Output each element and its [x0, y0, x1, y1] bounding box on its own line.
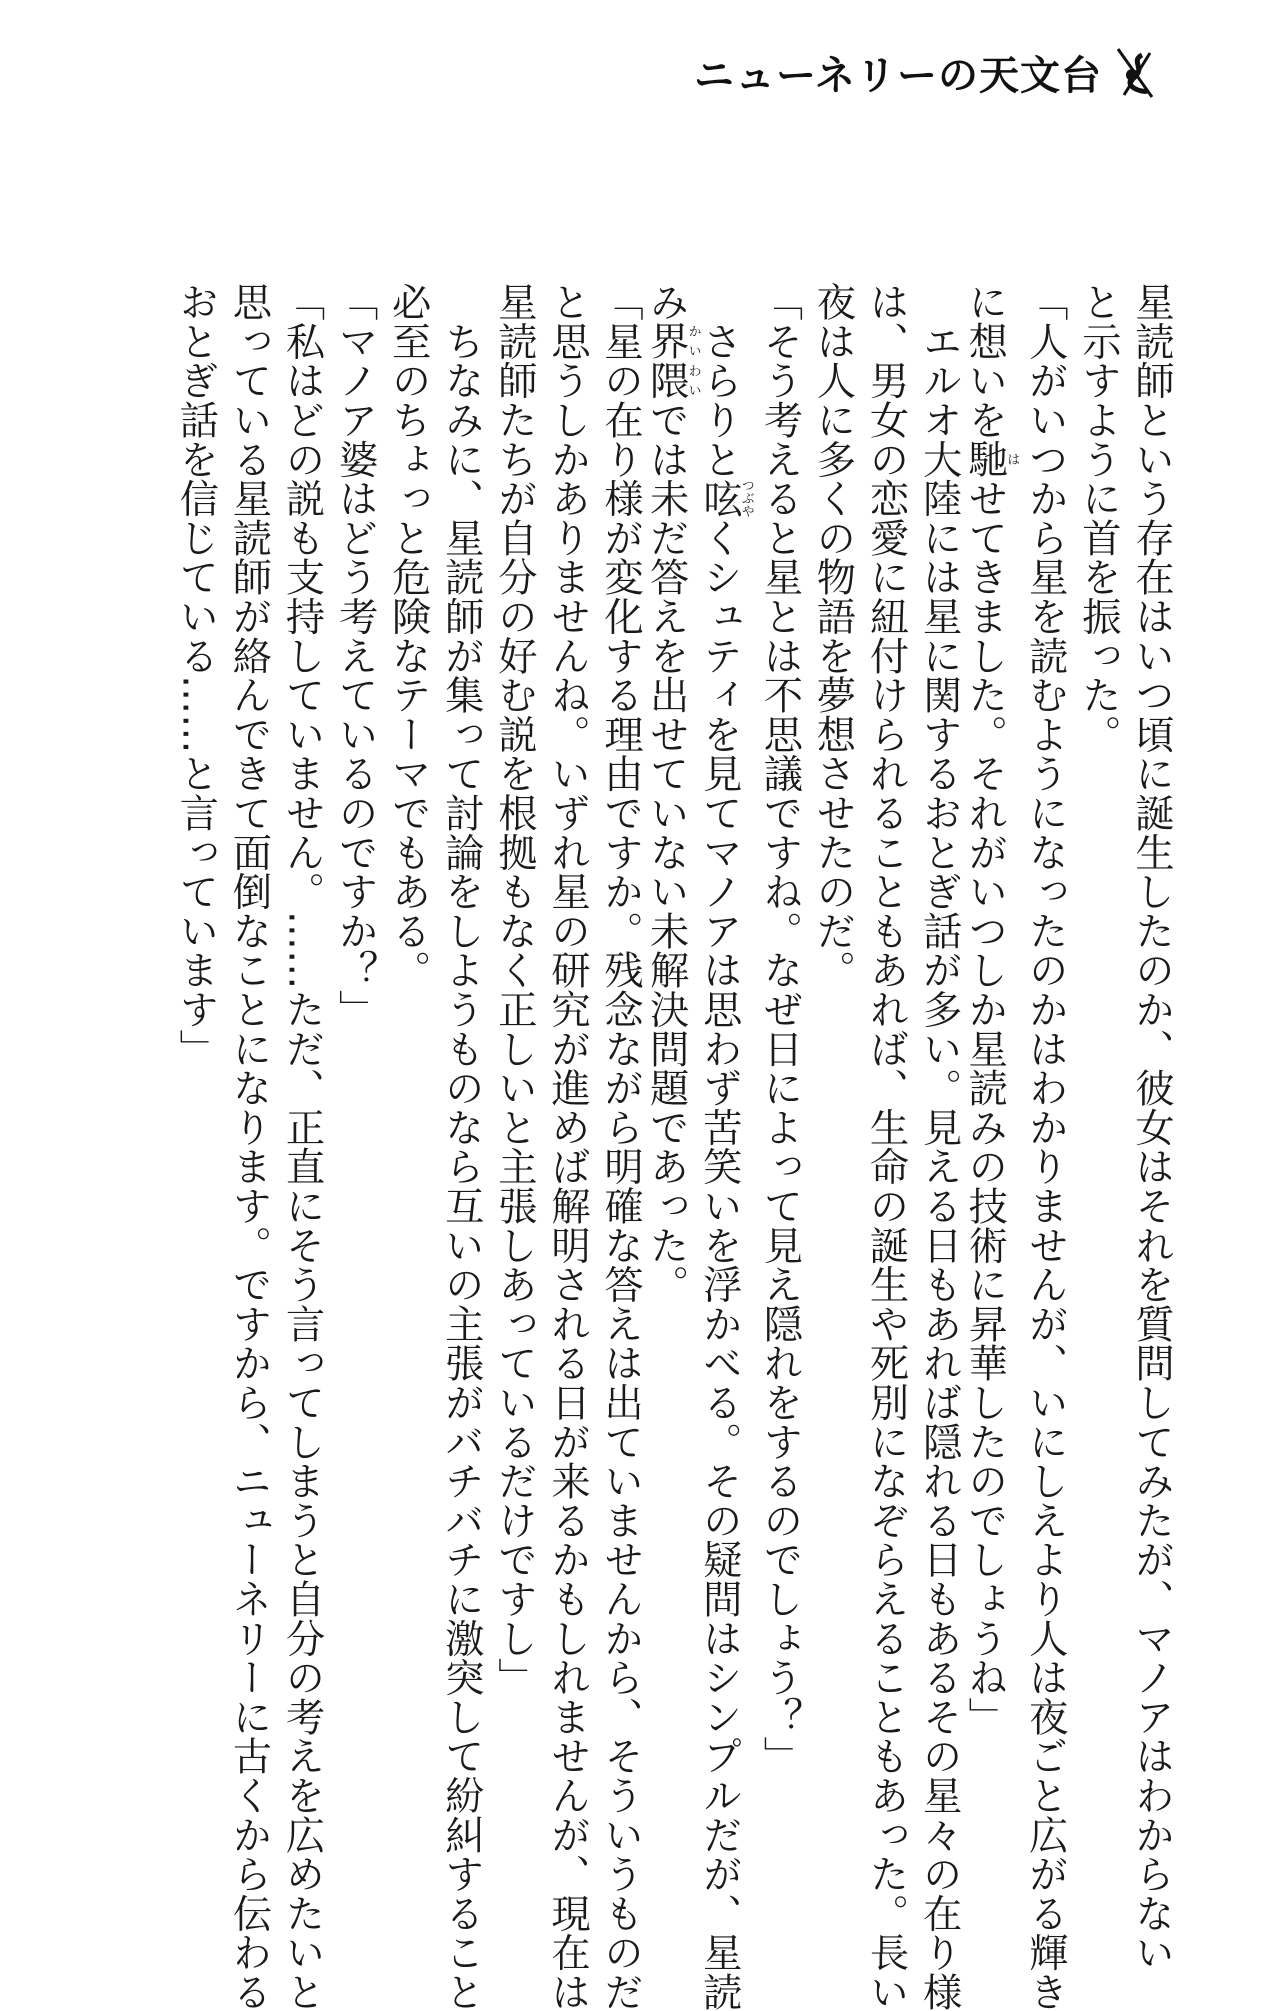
text-line [1019, 282, 1072, 2011]
ruby-word: 界隈かいわい [643, 321, 701, 400]
vertical-body-text [169, 282, 1178, 2011]
ruby-word: 馳は [962, 439, 1020, 479]
text-segment: と示すように首を振った。 [1075, 282, 1121, 754]
text-line [1125, 282, 1178, 1972]
text-line [1072, 282, 1125, 1872]
text-segment: 思っている星読師が絡んできて面倒なことになります。ですから、ニューネリーに古くから伝わる [226, 282, 272, 2011]
text-line [541, 282, 594, 2011]
text-segment: と思うしかありませんね。いずれ星の研究が進めば解明される日が来るかもしれませんが、現在は [544, 282, 590, 2011]
text-segment: では未だ答えを出せていない未解決問題であった。 [643, 399, 689, 1304]
text-segment: 星読師たちが自分の好む説を根拠もなく正しいと主張しあっているだけですし」 [491, 282, 537, 1697]
text-line [382, 282, 435, 1872]
text-segment: 「星の在り様が変化する理由ですか。残念ながら明確な答えは出ていませんから、そういうものだ [598, 282, 644, 2011]
text-segment: 夜は人に多くの物語を夢想させたのだ。 [810, 282, 856, 990]
furigana: つぶや [738, 478, 754, 518]
text-line [962, 282, 1020, 1872]
furigana: かいわい [685, 321, 701, 400]
book-title: ニューネリーの天文台 [694, 52, 1102, 99]
text-line [435, 282, 488, 2011]
text-line [169, 282, 222, 1872]
text-segment: 必至のちょっと危険なテーマでもある。 [385, 282, 431, 990]
text-line [329, 282, 382, 1872]
text-segment: さらりと [696, 282, 742, 479]
text-segment: は、男女の恋愛に紐付けられることもあれば、生命の誕生や死別になぞらえることもあった。長い [863, 282, 909, 2011]
text-segment: エルオ大陸には星に関するおとぎ話が多い。見える日もあれば隠れる日もあるその星々の在り様 [916, 282, 962, 2011]
star-sword-emblem-icon [1112, 47, 1160, 99]
ruby-word: 呟つぶや [696, 478, 754, 518]
text-segment: に想いを [962, 282, 1008, 440]
text-line [859, 282, 912, 2011]
text-segment: 「人がいつから星を読むようになったのかはわかりませんが、いにしえより人は夜ごと広がる輝き [1022, 282, 1068, 2011]
furigana: は [1004, 439, 1020, 479]
text-segment: 「私はどの説も支持していません。……ただ、正直にそう言ってしまうと自分の考えを広めたいと [279, 282, 325, 2011]
text-segment: み [643, 282, 689, 322]
text-line [488, 282, 541, 1872]
text-line [222, 282, 275, 2011]
text-segment: 星読師という存在はいつ頃に誕生したのか、彼女はそれを質問してみたが、マノアはわからない [1129, 282, 1174, 1972]
text-line [806, 282, 859, 1872]
text-line [275, 282, 328, 2011]
text-segment: 「そう考えると星とは不思議ですね。なぜ日によって見え隠れをするのでしょう？」 [757, 282, 803, 1776]
text-segment: くシュティを見てマノアは思わず苦笑いを浮かべる。その疑問はシンプルだが、星読 [696, 517, 742, 2011]
text-segment: ちなみに、星読師が集って討論をしようものなら互いの主張がバチバチに激突して紛糾すること [438, 282, 484, 2011]
text-segment: せてきました。それがいつしか星読みの技術に昇華したのでしょうね」 [962, 478, 1008, 1737]
text-segment: おとぎ話を信じている……と言っています」 [173, 282, 219, 1068]
text-line [753, 282, 806, 1872]
text-segment: 「マノア婆はどう考えているのですか？」 [332, 282, 378, 1029]
text-line [696, 282, 754, 2011]
running-header [694, 44, 1160, 101]
